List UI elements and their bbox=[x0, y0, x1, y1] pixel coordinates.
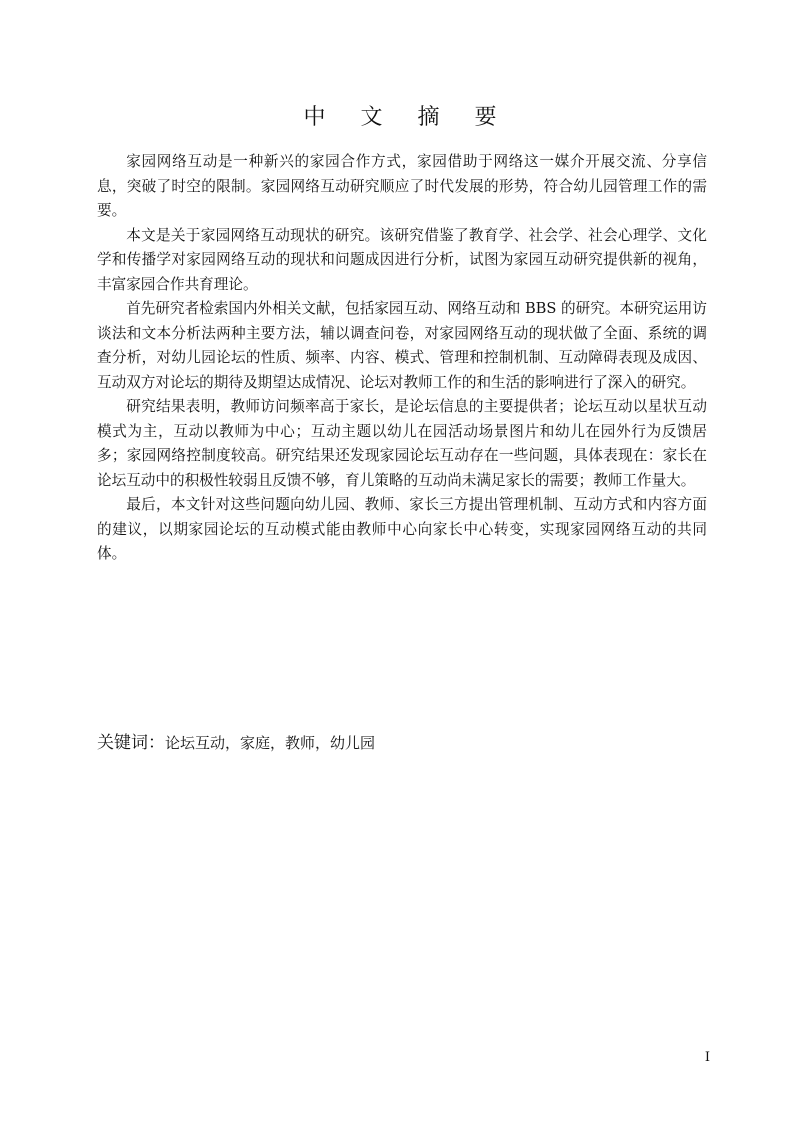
abstract-paragraph-4: 研究结果表明，教师访问频率高于家长，是论坛信息的主要提供者；论坛互动以星状互动模式为主，互动以教师为中心；互动主题以幼儿在园活动场景图片和幼儿在园外行为反馈居多；家园网络控制度较高。研究结果还发现家园论坛互动存在一些问题，具体表现在：家长在论坛互动中的积极性较弱且反馈不够，育儿策略的互动尚未满足家长的需要；教师工作量大。 bbox=[97, 398, 707, 489]
keywords-label: 关键词： bbox=[97, 733, 165, 753]
abstract-paragraph-2: 本文是关于家园网络互动现状的研究。该研究借鉴了教育学、社会学、社会心理学、文化学和传播学对家园网络互动的现状和问题成因进行分析，试图为家园互动研究提供新的视角，丰富家园合作共育理论。 bbox=[97, 226, 707, 293]
abstract-paragraph-1: 家园网络互动是一种新兴的家园合作方式，家园借助于网络这一媒介开展交流、分享信息，突破了时空的限制。家园网络互动研究顺应了时代发展的形势，符合幼儿园管理工作的需要。 bbox=[97, 153, 707, 219]
keywords-line bbox=[97, 730, 707, 756]
page-number: I bbox=[704, 1050, 710, 1065]
abstract-paragraph-3: 首先研究者检索国内外相关文献，包括家园互动、网络互动和 BBS 的研究。本研究运用访谈法和文本分析法两种主要方法，辅以调查问卷，对家园网络互动的现状做了全面、系统的调查分析，对幼儿园论坛的性质、频率、内容、模式、管理和控制机制、互动障碍表现及成因、互动双方对论坛的期待及期望达成情况、论坛对教师工作的和生活的影响进行了深入的研究。 bbox=[97, 300, 707, 391]
keywords-value: 论坛互动，家庭，教师，幼儿园 bbox=[165, 734, 376, 752]
abstract-body bbox=[97, 150, 707, 567]
page-title: 中 文 摘 要 bbox=[303, 105, 511, 130]
abstract-paragraph-5: 最后，本文针对这些问题向幼儿园、教师、家长三方提出管理机制、互动方式和内容方面的建议，以期家园论坛的互动模式能由教师中心向家长中心转变，实现家园网络互动的共同体。 bbox=[97, 496, 707, 562]
